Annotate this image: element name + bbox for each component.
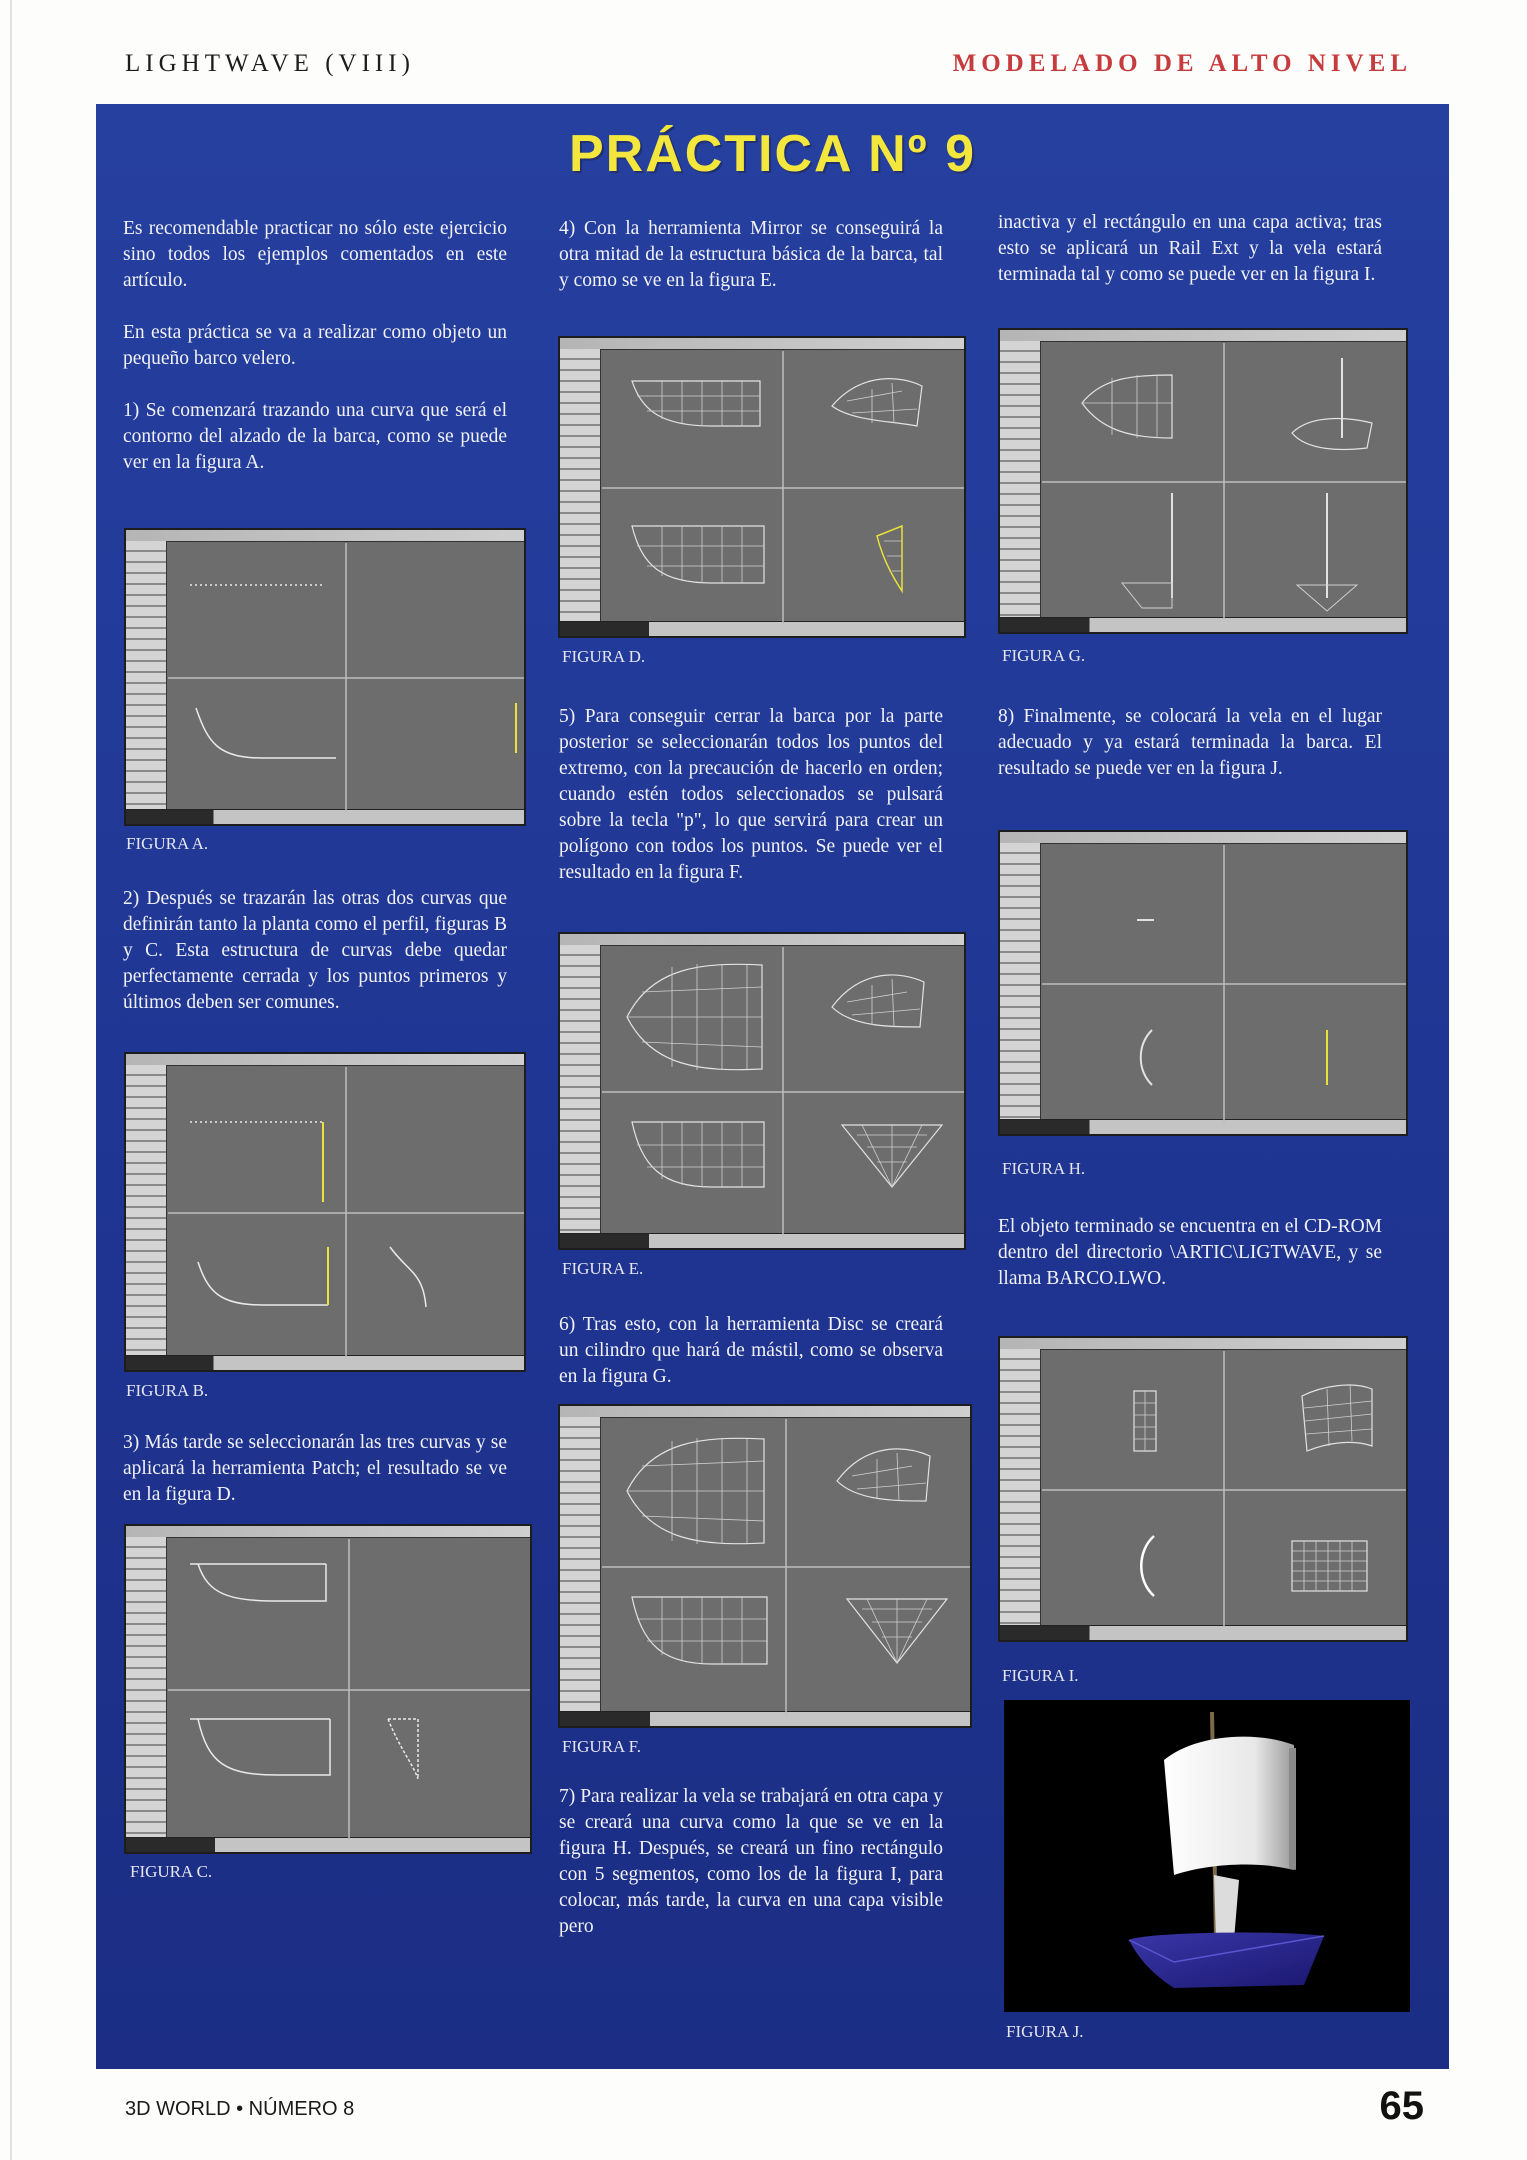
page-number: 65 (1379, 2084, 1424, 2128)
figure-e-caption: FIGURA E. (562, 1259, 644, 1278)
figure-g-caption: FIGURA G. (1002, 646, 1086, 665)
paragraph-final: El objeto terminado se encuentra en el CD-ROM dentro del directorio \ARTIC\LIGTWAVE, y se llama BARCO.LWO. (998, 1216, 1382, 1289)
paragraph-goal: En esta práctica se va a realizar como objeto un pequeño barco velero. (123, 322, 507, 369)
paragraph-step-4: 4) Con la herramienta Mirror se conseguirá la otra mitad de la estructura básica de la barca, tal y como se ve en la figura E. (559, 218, 943, 291)
paragraph-step-1: 1) Se comenzará trazando una curva que será el contorno del alzado de la barca, como se puede ver en la figura A. (123, 400, 507, 473)
figure-h-caption: FIGURA H. (1002, 1159, 1086, 1178)
figure-d-caption: FIGURA D. (562, 647, 646, 666)
paragraph-step-2: 2) Después se trazarán las otras dos curvas que definirán tanto la planta como el perfil, figuras B y C. Esta estructura de curvas debe quedar perfectamente cerrada y los puntos primeros y últimos deben ser comunes. (123, 888, 507, 1013)
paragraph-step-5: 5) Para conseguir cerrar la barca por la parte posterior se seleccionarán todos los puntos del extremo, con la precaución de hacerlo en orden; cuando estén todos seleccionados se pulsará sobre la tecla "p", lo que servirá para crear un polígono con todos los puntos. Se puede ver el resultado en la figura F. (559, 706, 943, 883)
figure-f-screenshot (558, 1404, 972, 1728)
running-header-right: MODELADO DE ALTO NIVEL (952, 50, 1412, 77)
paragraph-step-6: 6) Tras esto, con la herramienta Disc se creará un cilindro que hará de mástil, como se observa en la figura G. (559, 1314, 943, 1387)
figure-j-render (1004, 1700, 1410, 2012)
page-edge-line (10, 0, 12, 2160)
figure-c-screenshot (124, 1524, 532, 1854)
figure-h-screenshot (998, 830, 1408, 1136)
figure-e-screenshot (558, 932, 966, 1250)
figure-g-screenshot (998, 328, 1408, 634)
figure-d-screenshot (558, 336, 966, 638)
figure-b-caption: FIGURA B. (126, 1381, 209, 1400)
figure-c-caption: FIGURA C. (130, 1862, 213, 1881)
paragraph-step-3: 3) Más tarde se seleccionarán las tres curvas y se aplicará la herramienta Patch; el resultado se ve en la figura D. (123, 1432, 507, 1505)
figure-a-caption: FIGURA A. (126, 834, 209, 853)
paragraph-step-7: 7) Para realizar la vela se trabajará en otra capa y se creará una curva como la que se ve en la figura H. Después, se creará un fino rectángulo con 5 segmentos, como los de la figura I, para colocar, más tarde, la curva en una capa visible pero (559, 1786, 943, 1937)
figure-f-caption: FIGURA F. (562, 1737, 641, 1756)
figure-i-screenshot (998, 1336, 1408, 1642)
figure-j-caption: FIGURA J. (1006, 2022, 1084, 2041)
paragraph-step-8: 8) Finalmente, se colocará la vela en el lugar adecuado y ya estará terminada la barca. El resultado se puede ver en la figura J. (998, 706, 1382, 779)
practice-title: PRÁCTICA Nº 9 (568, 125, 977, 183)
paragraph-step-7-cont: inactiva y el rectángulo en una capa activa; tras esto se aplicará un Rail Ext y la vela estará terminada tal y como se puede ver en la figura I. (998, 212, 1382, 285)
practice-panel (96, 104, 1449, 2069)
figure-b-screenshot (124, 1052, 526, 1372)
footer-magazine: 3D WORLD • NÚMERO 8 (125, 2098, 355, 2120)
running-header-left: LIGHTWAVE (VIII) (125, 50, 415, 77)
figure-a-screenshot (124, 528, 526, 826)
figure-i-caption: FIGURA I. (1002, 1666, 1079, 1685)
paragraph-intro: Es recomendable practicar no sólo este ejercicio sino todos los ejemplos comentados en este artículo. (123, 218, 507, 291)
